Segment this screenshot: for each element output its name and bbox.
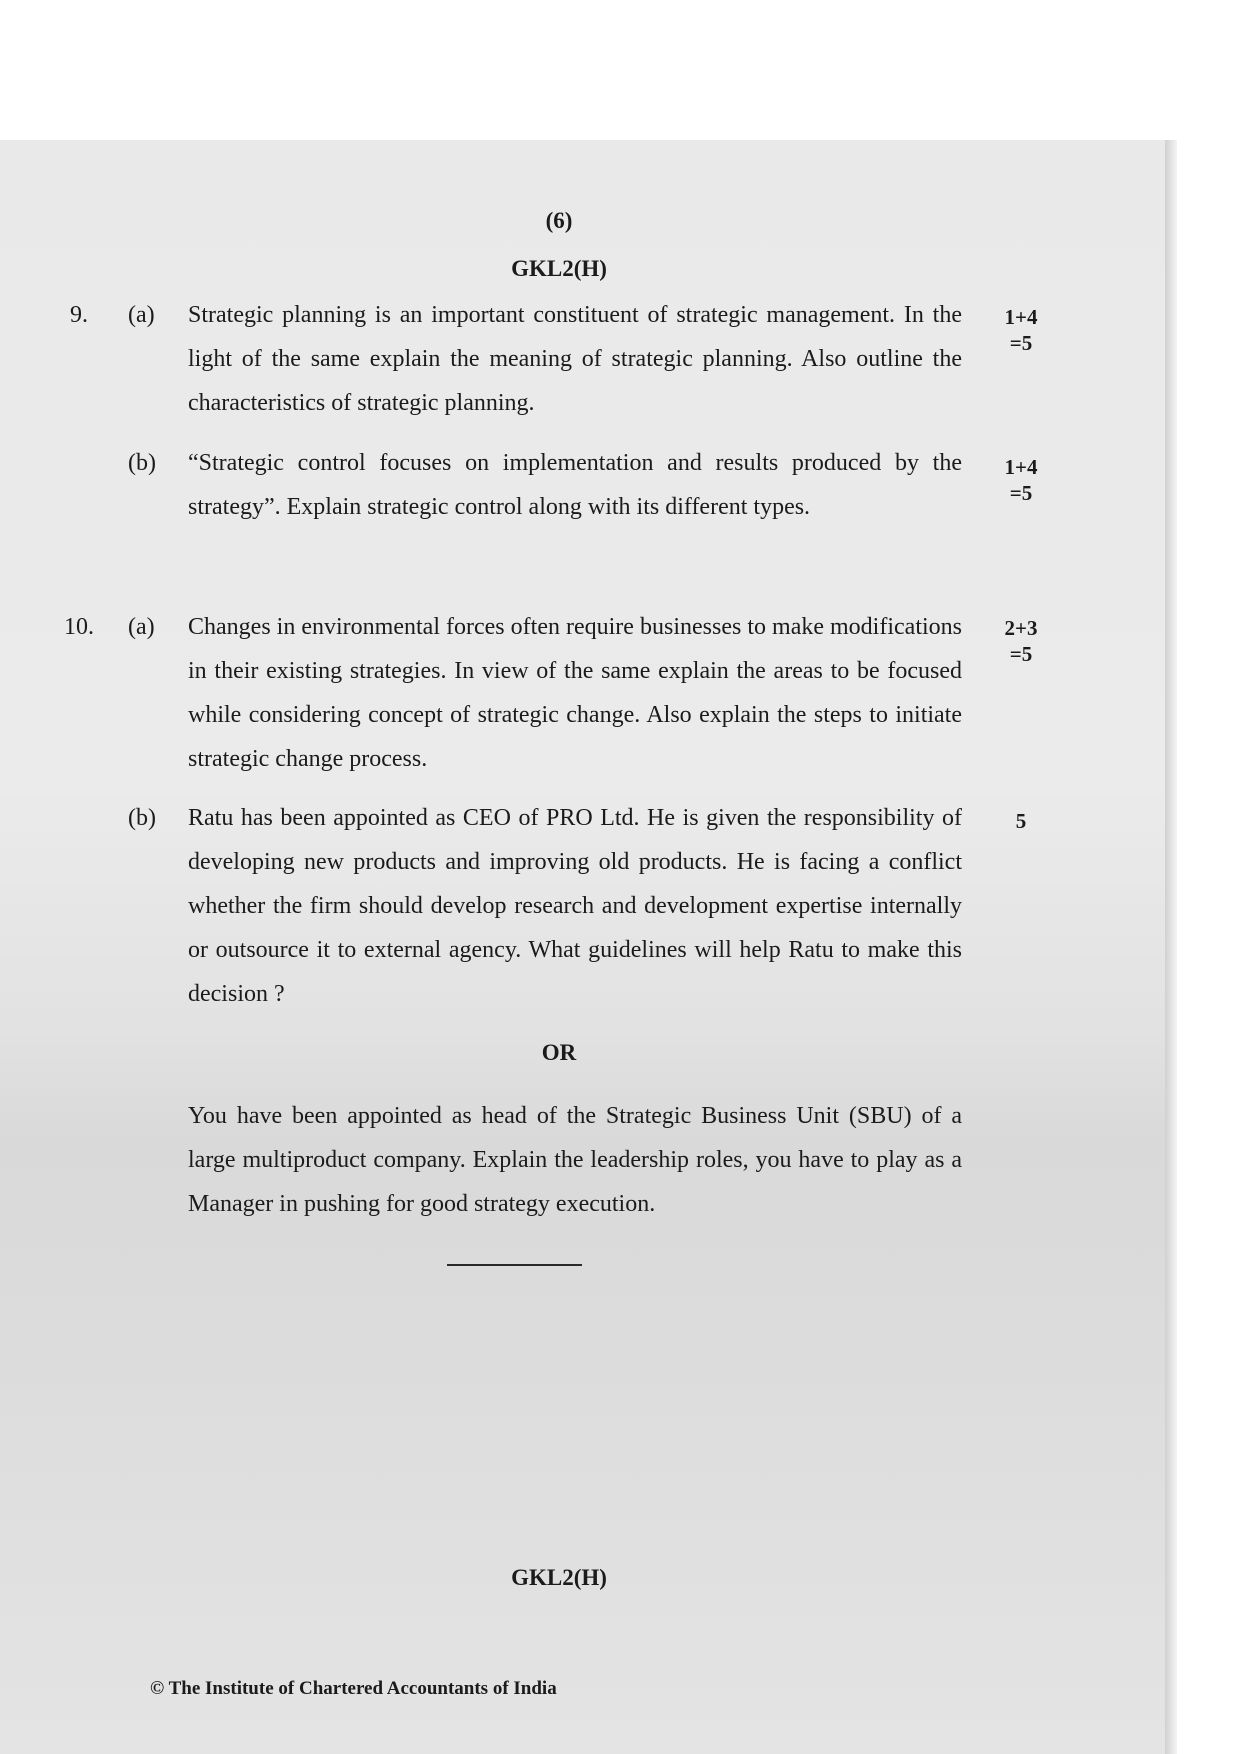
marks-line: =5 — [1009, 481, 1033, 505]
part-label: (b) — [128, 805, 156, 831]
marks-line: =5 — [1009, 331, 1033, 355]
sheet-edge — [1165, 140, 1177, 1754]
paper-code-footer: GKL2(H) — [511, 1565, 607, 1590]
copyright-notice: © The Institute of Chartered Accountants of India — [150, 1678, 557, 1699]
paper-code-header: GKL2(H) — [511, 256, 607, 281]
part-label: (b) — [128, 450, 156, 476]
question-9a-text: Strategic planning is an important constituent of strategic management. In the light of the same explain the meaning of strategic planning. Also outline the characteristics of strategic planning. — [188, 302, 962, 416]
or-separator: OR — [541, 1040, 577, 1065]
marks-line: 1+4 — [1004, 305, 1038, 329]
page-number: (6) — [545, 208, 573, 233]
marks-line: 2+3 — [1004, 616, 1038, 640]
question-number-10: 10. — [64, 614, 94, 640]
question-9b-text: “Strategic control focuses on implementation and results produced by the strategy”. Explain strategic control along with its different types. — [188, 450, 962, 520]
part-label: (a) — [128, 614, 155, 640]
marks-line: =5 — [1009, 642, 1033, 666]
marks-9a — [990, 304, 1052, 356]
question-10b-text: Ratu has been appointed as CEO of PRO Ltd. He is given the responsibility of developing new products and improving old products. He is facing a conflict whether the firm should develop research and development expertise internally or outsource it to external agency. What guidelines will help Ratu to make this decision ? — [188, 805, 962, 1007]
marks-line: 1+4 — [1004, 455, 1038, 479]
marks-9b — [990, 454, 1052, 506]
marks-line: 5 — [1015, 809, 1027, 833]
end-rule — [447, 1264, 582, 1266]
part-label: (a) — [128, 302, 155, 328]
question-10a-text: Changes in environmental forces often require businesses to make modifications in their existing strategies. In view of the same explain the areas to be focused while considering concept of strategic change. Also explain the steps to initiate strategic change process. — [188, 614, 962, 772]
marks-10b — [990, 808, 1052, 834]
question-10-alternative-text: You have been appointed as head of the Strategic Business Unit (SBU) of a large multiproduct company. Explain the leadership roles, you have to play as a Manager in pushing for good strategy execution. — [188, 1103, 962, 1217]
question-number-9: 9. — [70, 302, 88, 328]
marks-10a — [990, 615, 1052, 667]
